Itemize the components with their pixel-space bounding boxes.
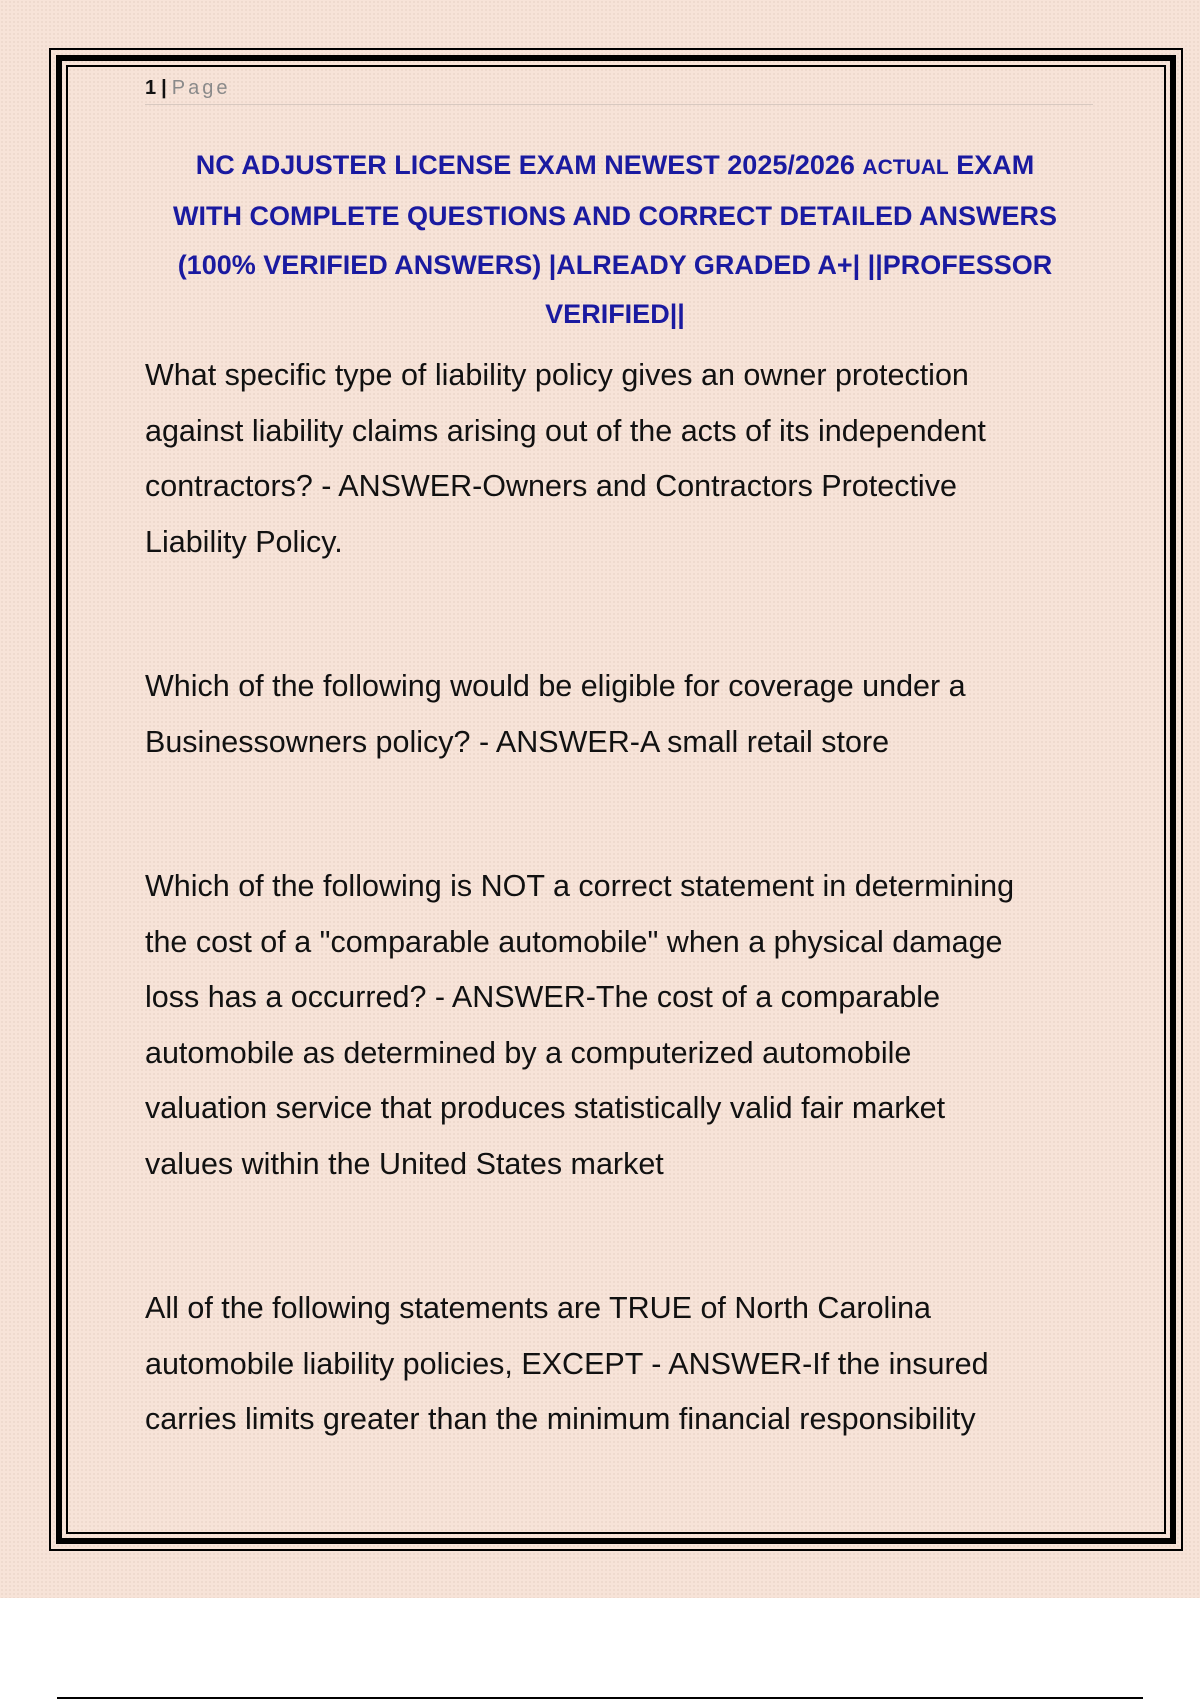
qa-line: Businessowners policy? - ANSWER-A small retail store <box>145 724 890 759</box>
title-line-1-part-a: NC ADJUSTER LICENSE EXAM NEWEST 2025/2026 <box>195 150 863 180</box>
qa-line: contractors? - ANSWER-Owners and Contractors Protective <box>145 469 957 503</box>
qa-line: the cost of a "comparable automobile" when a physical damage <box>145 924 1003 959</box>
page-label: Page <box>171 77 231 99</box>
qa-line: automobile liability policies, EXCEPT - ANSWER-If the insured <box>145 1346 989 1381</box>
title-line-1 <box>130 141 1100 192</box>
qa-line: automobile as determined by a computerized automobile <box>145 1035 912 1070</box>
next-page-border-edge <box>57 1697 1143 1699</box>
page-header-separator: | <box>161 77 167 99</box>
qa-line: valuation service that produces statistically valid fair market <box>145 1091 946 1125</box>
title-line-1-small-caps: ACTUAL <box>862 156 949 179</box>
title-line-2: WITH COMPLETE QUESTIONS AND CORRECT DETAILED ANSWERS <box>173 201 1057 231</box>
qa-line: Which of the following would be eligible for coverage under a <box>145 669 966 703</box>
page-header <box>145 74 1093 105</box>
qa-line: against liability claims arising out of the acts of its independent <box>145 413 986 448</box>
title-line-1-part-b: EXAM <box>948 150 1035 180</box>
qa-block-2 <box>145 659 1105 770</box>
qa-line: What specific type of liability policy gives an owner protection <box>145 358 969 392</box>
qa-line: values within the United States market <box>145 1146 664 1181</box>
qa-line: All of the following statements are TRUE of North Carolina <box>145 1291 932 1325</box>
qa-line: Liability Policy. <box>145 524 343 559</box>
title-line-4: VERIFIED|| <box>545 299 685 329</box>
qa-block-4 <box>145 1281 1105 1448</box>
page-number: 1 <box>145 77 157 99</box>
qa-line: Which of the following is NOT a correct statement in determining <box>145 869 1015 903</box>
qa-block-1 <box>145 348 1105 570</box>
qa-block-3 <box>145 859 1105 1192</box>
qa-line: carries limits greater than the minimum financial responsibility <box>145 1402 976 1436</box>
qa-line: loss has a occurred? - ANSWER-The cost of a comparable <box>145 980 941 1014</box>
document-title <box>130 141 1100 339</box>
title-line-3: (100% VERIFIED ANSWERS) |ALREADY GRADED A+| ||PROFESSOR <box>177 250 1053 280</box>
